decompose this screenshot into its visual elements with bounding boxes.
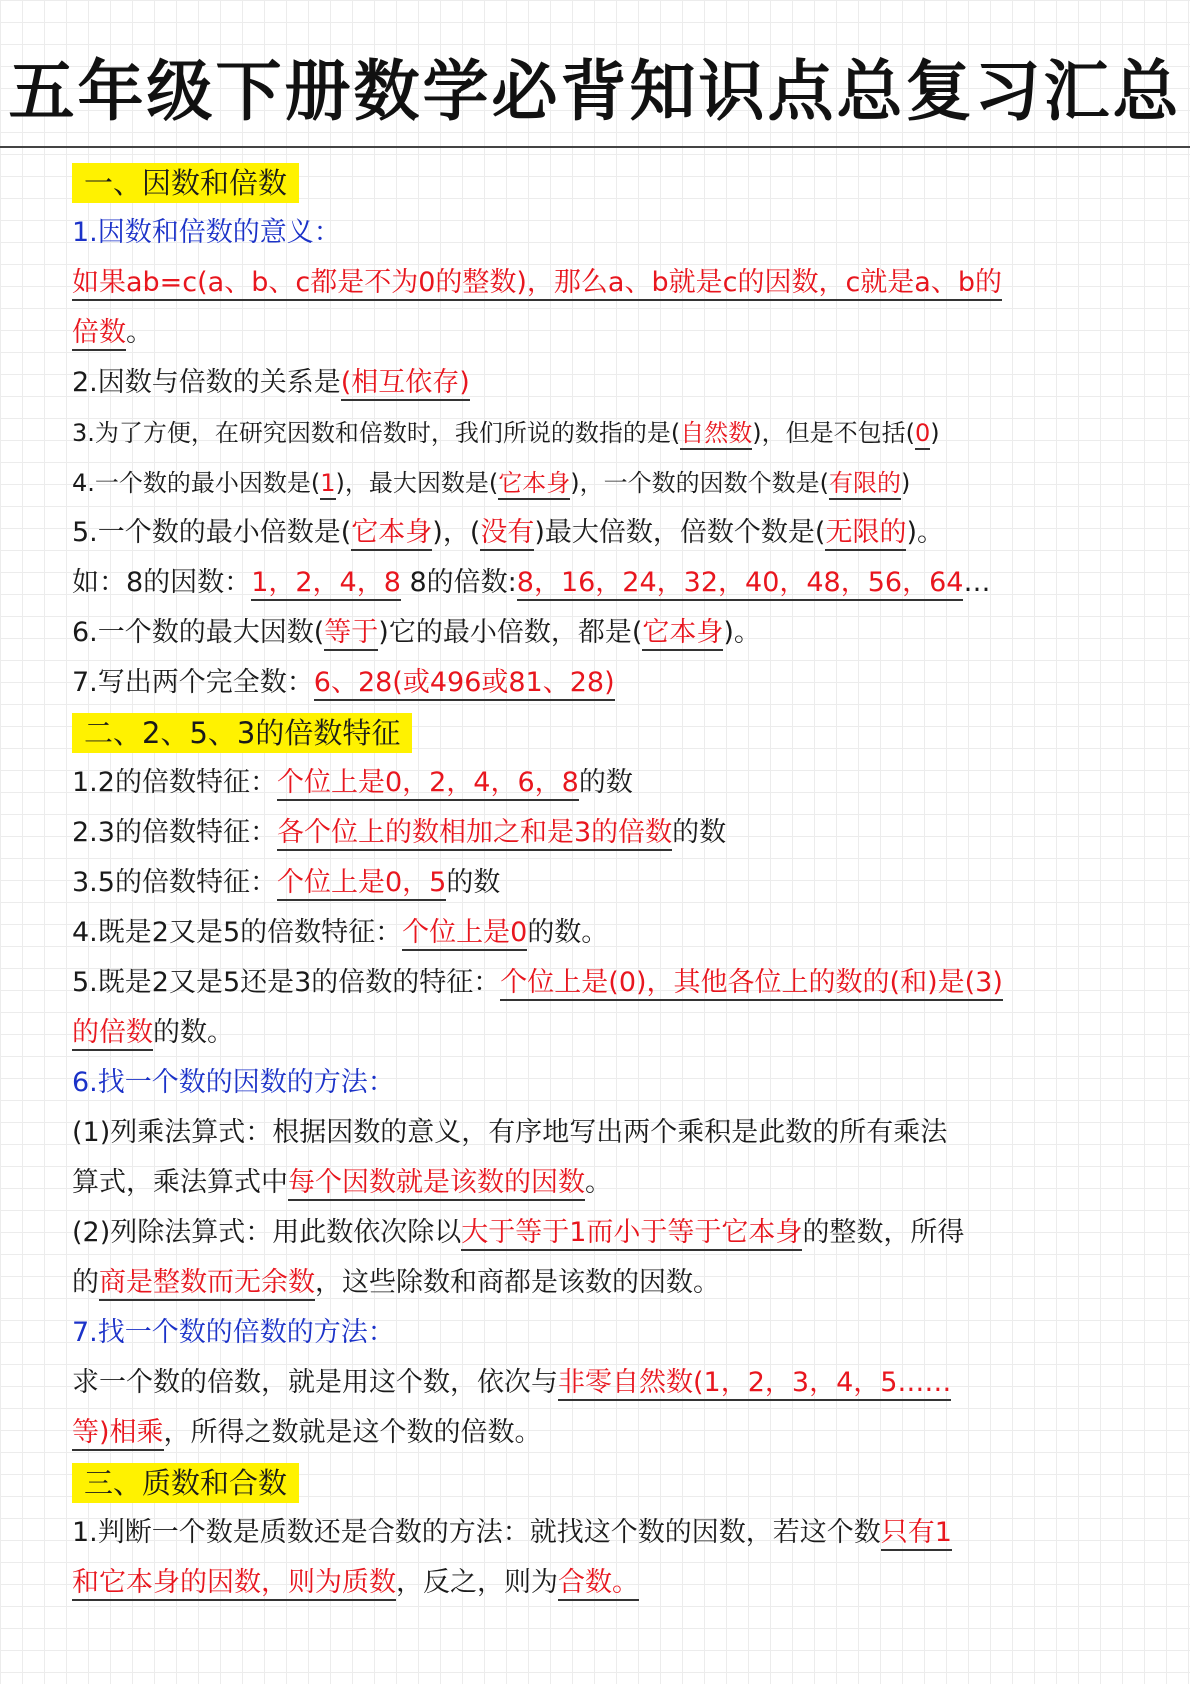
section-heading-3 [72, 1458, 1122, 1508]
note-text: ，这些除数和商都是该数的因数。 [315, 1267, 720, 1298]
note-text: … [963, 567, 991, 598]
note-line [72, 258, 1122, 308]
note-text: 2.因数与倍数的关系是 [72, 367, 341, 398]
note-text: 1.2的倍数特征： [72, 767, 277, 798]
note-line [72, 558, 1122, 608]
note-text: 。 [585, 1167, 612, 1198]
note-line [72, 1008, 1122, 1058]
note-line [72, 508, 1122, 558]
note-text: 4.既是2又是5的倍数特征： [72, 917, 403, 948]
note-text: 求一个数的倍数，就是用这个数，依次与 [72, 1367, 558, 1398]
note-text: )它的最小倍数，都是( [378, 617, 643, 648]
note-text: 3.为了方便，在研究因数和倍数时，我们所说的数指的是( [72, 419, 681, 447]
note-line [72, 358, 1122, 408]
note-text: 的整数，所得 [802, 1217, 965, 1248]
note-text: )，但是不包括( [752, 419, 915, 447]
page-title: 五年级下册数学必背知识点总复习汇总 [8, 53, 1182, 130]
note-text: 。 [126, 317, 153, 348]
note-text: 2.3的倍数特征： [72, 817, 277, 848]
note-text: 的数 [672, 817, 727, 848]
note-text: )，一个数的因数个数是( [570, 469, 830, 497]
note-text: )，最大因数是( [335, 469, 499, 497]
note-text: ，反之，则为 [396, 1567, 558, 1598]
answer-text: 如果ab=c(a、b、c都是不为0的整数)，那么a、b就是c的因数，c就是a、b的 [72, 267, 1002, 301]
answer-text: 无限的 [825, 517, 906, 551]
answer-text: 8，16，24，32，40，48，56，64 [517, 567, 964, 601]
answer-text: 各个位上的数相加之和是3的倍数 [277, 817, 672, 851]
note-text: 5.一个数的最小倍数是( [72, 517, 352, 548]
note-line [72, 1358, 1122, 1408]
note-line [72, 1208, 1122, 1258]
note-line [72, 958, 1122, 1008]
note-text: 4.一个数的最小因数是( [72, 469, 321, 497]
answer-text: 商是整数而无余数 [99, 1267, 315, 1301]
answer-text: 合数。 [558, 1567, 639, 1601]
answer-text: 没有 [480, 517, 534, 551]
section-heading-1 [72, 158, 1122, 208]
note-text: 6.一个数的最大因数( [72, 617, 325, 648]
answer-text: 自然数 [680, 419, 752, 450]
note-line [72, 608, 1122, 658]
note-text: 的数 [578, 767, 633, 798]
section-heading-highlight: 二、2、5、3的倍数特征 [72, 713, 412, 753]
section-heading-highlight: 一、因数和倍数 [72, 163, 299, 203]
note-text: 8的倍数: [400, 567, 517, 598]
note-line [72, 458, 1122, 508]
answer-text: 它本身 [498, 469, 570, 500]
note-line: 7.找一个数的倍数的方法： [72, 1317, 395, 1348]
answer-text: 每个因数就是该数的因数 [288, 1167, 585, 1201]
note-line: 6.找一个数的因数的方法： [72, 1067, 395, 1098]
answer-text: (相互依存) [341, 367, 470, 401]
note-text: 算式，乘法算式中 [72, 1167, 288, 1198]
title-divider [0, 146, 1190, 148]
section-heading-highlight: 三、质数和合数 [72, 1463, 299, 1503]
note-text: )。 [906, 517, 944, 548]
note-text: 的数。 [153, 1017, 234, 1048]
answer-text: 只有1 [881, 1517, 952, 1551]
answer-text: 大于等于1而小于等于它本身 [461, 1217, 802, 1251]
answer-text: 6、28(或496或81、28) [314, 667, 615, 701]
note-text: 1.判断一个数是质数还是合数的方法：就找这个数的因数，若这个数 [72, 1517, 881, 1548]
note-text: 如：8的因数： [72, 567, 252, 598]
note-line [72, 308, 1122, 358]
answer-text: 的倍数 [72, 1017, 153, 1051]
note-line [72, 808, 1122, 858]
answer-text: 个位上是0 [402, 917, 527, 951]
answer-text: 它本身 [642, 617, 723, 651]
note-text: ) [930, 419, 940, 447]
answer-text: 0 [915, 419, 930, 450]
notes-content [72, 158, 1122, 1608]
note-text: 的 [72, 1267, 99, 1298]
note-text: )。 [723, 617, 761, 648]
note-text: )最大倍数，倍数个数是( [534, 517, 826, 548]
answer-text: 倍数 [72, 317, 126, 351]
note-line [72, 1508, 1122, 1558]
answer-text: 1，2，4，8 [251, 567, 401, 601]
answer-text: 个位上是0，5 [277, 867, 446, 901]
note-line [72, 408, 1122, 458]
answer-text: 1 [320, 469, 335, 500]
note-line [72, 1408, 1122, 1458]
answer-text: 有限的 [829, 469, 901, 500]
section-heading-2 [72, 708, 1122, 758]
answer-text: 个位上是0，2，4，6，8 [277, 767, 579, 801]
answer-text: 等)相乘 [72, 1417, 164, 1451]
note-line [72, 658, 1122, 708]
note-text: ) [901, 469, 911, 497]
answer-text: 非零自然数(1，2，3，4，5…… [558, 1367, 951, 1401]
note-text: )，( [432, 517, 481, 548]
note-line [72, 908, 1122, 958]
note-text: 的数。 [527, 917, 609, 948]
note-text: 的数 [446, 867, 501, 898]
note-line [72, 758, 1122, 808]
note-text: 3.5的倍数特征： [72, 867, 277, 898]
note-line [72, 1558, 1122, 1608]
note-text: ，所得之数就是这个数的倍数。 [163, 1417, 542, 1448]
answer-text: 等于 [324, 617, 378, 651]
note-line [72, 858, 1122, 908]
answer-text: 个位上是(0)，其他各位上的数的(和)是(3) [500, 967, 1003, 1001]
note-line: 1.因数和倍数的意义： [72, 217, 341, 248]
note-line [72, 1258, 1122, 1308]
answer-text: 和它本身的因数，则为质数 [72, 1567, 396, 1601]
note-text: 5.既是2又是5还是3的倍数的特征： [72, 967, 501, 998]
note-line [72, 1158, 1122, 1208]
note-line: (1)列乘法算式：根据因数的意义，有序地写出两个乘积是此数的所有乘法 [72, 1117, 948, 1148]
answer-text: 它本身 [351, 517, 432, 551]
note-text: (2)列除法算式：用此数依次除以 [72, 1217, 462, 1248]
note-text: 7.写出两个完全数： [72, 667, 314, 698]
